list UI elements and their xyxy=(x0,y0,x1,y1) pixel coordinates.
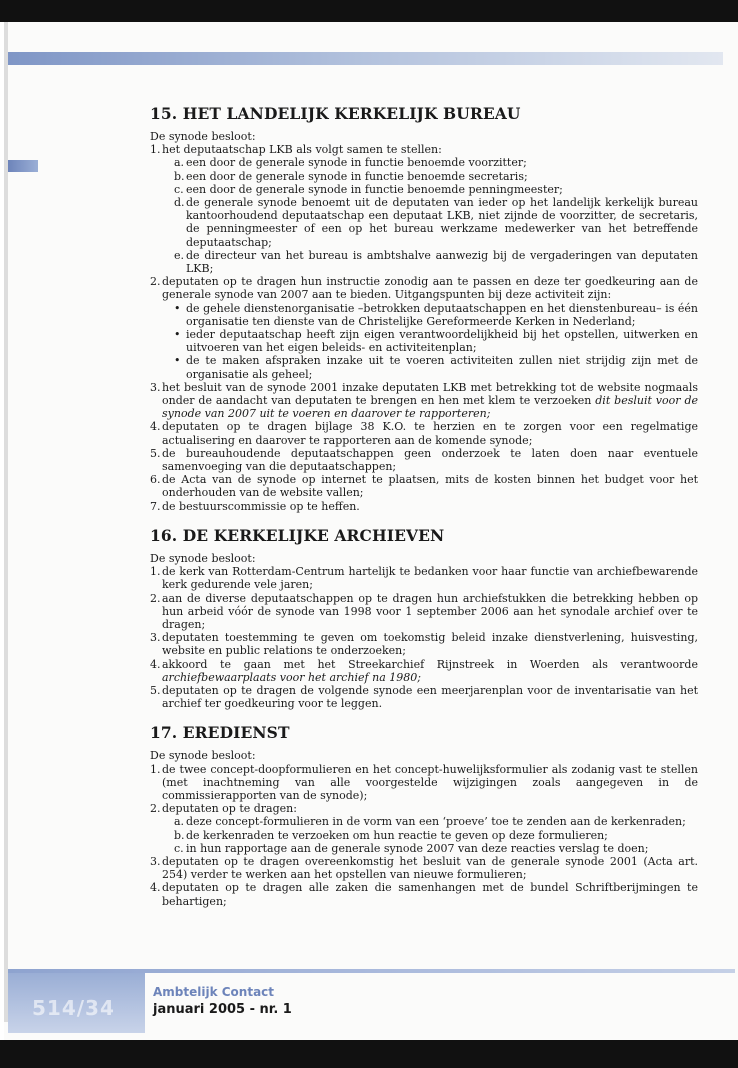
item-number: 3. xyxy=(150,854,161,868)
sub-item-marker: • xyxy=(174,354,181,368)
decision-item xyxy=(150,275,698,381)
sub-item xyxy=(162,302,698,328)
item-text: het besluit van de synode 2001 inzake deputaten LKB met betrekking tot de website nogmaals onder de aandacht van deputaten te brengen en hen met klem te verzoeken xyxy=(162,380,698,408)
item-text: deputaten op te dragen: xyxy=(162,802,297,816)
item-number: 4. xyxy=(150,657,161,671)
sub-list xyxy=(162,156,698,275)
item-number: 3. xyxy=(150,631,161,645)
decision-item xyxy=(150,631,698,657)
decision-item xyxy=(150,684,698,710)
sub-item-text: ieder deputaatschap heeft zijn eigen verantwoordelijkheid bij het opstellen, uitwerken en uitvoeren van het eigen beleids- en activiteitenplan; xyxy=(186,328,698,355)
sub-item xyxy=(162,249,698,275)
item-number: 6. xyxy=(150,473,161,487)
sub-item-text: een door de generale synode in functie benoemde penningmeester; xyxy=(186,182,563,196)
section-intro: De synode besloot: xyxy=(150,551,256,565)
sub-list xyxy=(162,815,698,855)
item-text: deputaten op te dragen de volgende synode een meerjarenplan voor de inventarisatie van het archief ter goedkeuring voor te leggen. xyxy=(162,683,698,711)
decision-item xyxy=(150,381,698,421)
item-number: 3. xyxy=(150,380,161,394)
margin-marker xyxy=(8,160,38,172)
item-number: 1. xyxy=(150,143,161,157)
decision-item xyxy=(150,447,698,473)
item-text: aan de diverse deputaatschappen op te dragen hun archiefstukken die betrekking hebben op hun arbeid vóór de synode van 1998 voor 1 september 2006 aan het synodale archief over te dragen; xyxy=(162,591,698,631)
item-number: 4. xyxy=(150,420,161,434)
sub-item-text: een door de generale synode in functie benoemde voorzitter; xyxy=(186,156,527,170)
item-text: deputaten toestemming te geven om toekomstig beleid inzake dienstverlening, huisvesting, website en public relations te onderzoeken; xyxy=(162,631,698,658)
decision-item xyxy=(150,592,698,632)
sub-item-marker: c. xyxy=(174,182,184,196)
section-heading: 17. EREDIENST xyxy=(150,723,290,743)
sub-item-text: de generale synode benoemt uit de deputaten van ieder op het landelijk kerkelijk bureau kantoorhoudend deputaatschap een deputaat LKB, niet zijnde de voorzitter, de secretaris, de penningmeester of een op het bureau werkzame medewerker van het betreffende deputaatschap; xyxy=(186,196,698,249)
decision-list xyxy=(150,565,698,710)
section-heading: 16. DE KERKELIJKE ARCHIEVEN xyxy=(150,525,445,545)
item-number: 2. xyxy=(150,275,161,289)
decision-item xyxy=(150,565,698,591)
decision-item xyxy=(150,473,698,499)
item-number: 5. xyxy=(150,683,161,697)
item-text: deputaten op te dragen hun instructie zonodig aan te passen en deze ter goedkeuring aan de generale synode van 2007 aan te bieden. Uitgangspunten bij deze activiteit zijn: xyxy=(162,275,698,302)
sub-item-text: de directeur van het bureau is ambtshalve aanwezig bij de vergaderingen van deputaten LKB; xyxy=(186,248,698,276)
item-number: 2. xyxy=(150,802,161,816)
sub-list xyxy=(162,302,698,381)
decision-item xyxy=(150,802,698,855)
item-number: 5. xyxy=(150,446,161,460)
section xyxy=(150,723,698,907)
sub-item-marker: b. xyxy=(174,828,185,842)
decision-item xyxy=(150,881,698,907)
decision-list xyxy=(150,763,698,908)
header-banner xyxy=(8,52,723,65)
section-intro: De synode besloot: xyxy=(150,749,256,763)
sub-item xyxy=(162,183,698,196)
sub-item xyxy=(162,829,698,842)
item-number: 7. xyxy=(150,499,161,513)
sub-item xyxy=(162,354,698,380)
sub-item xyxy=(162,196,698,249)
item-text-italic: dit besluit voor de synode van 2007 uit te voeren en daarover te rapporteren; xyxy=(162,394,698,421)
sub-item-text: een door de generale synode in functie benoemde secretaris; xyxy=(186,169,528,183)
sub-item-text: in hun rapportage aan de generale synode 2007 van deze reacties verslag te doen; xyxy=(186,841,649,855)
item-number: 1. xyxy=(150,565,161,579)
sub-item-text: de te maken afspraken inzake uit te voeren activiteiten zullen niet strijdig zijn met de organisatie als geheel; xyxy=(186,354,698,381)
sub-item-marker: a. xyxy=(174,815,185,829)
sub-item xyxy=(162,842,698,855)
decision-item xyxy=(150,658,698,684)
sub-item xyxy=(162,156,698,169)
sub-item-text: de kerkenraden te verzoeken om hun reactie te geven op deze formulieren; xyxy=(186,828,608,842)
item-number: 1. xyxy=(150,762,161,776)
sub-item-marker: a. xyxy=(174,156,185,170)
item-text: deputaten op te dragen alle zaken die samenhangen met de bundel Schriftberijmingen te behartigen; xyxy=(162,881,698,908)
sub-item-text: deze concept-formulieren in de vorm van een ‘proeve’ toe te zenden aan de kerkenraden; xyxy=(186,815,686,829)
section xyxy=(150,526,698,710)
sub-item xyxy=(162,328,698,354)
item-number: 4. xyxy=(150,881,161,895)
item-text: deputaten op te dragen bijlage 38 K.O. te herzien en te zorgen voor een regelmatige actualisering en daarover te rapporteren aan de komende synode; xyxy=(162,420,698,447)
sub-item-marker: • xyxy=(174,301,181,315)
decision-list xyxy=(150,143,698,513)
sub-item-marker: d. xyxy=(174,196,185,210)
item-text: de kerk van Rotterdam-Centrum hartelijk te bedanken voor haar functie van archiefbewarende kerk gedurende vele jaren; xyxy=(162,565,698,592)
sub-item-marker: b. xyxy=(174,169,185,183)
publication-name: Ambtelijk Contact xyxy=(153,985,275,999)
item-text: de Acta van de synode op internet te plaatsen, mits de kosten binnen het budget voor het onderhouden van de website vallen; xyxy=(162,473,698,500)
issue-date: januari 2005 - nr. 1 xyxy=(153,1002,292,1017)
decision-item xyxy=(150,500,698,513)
item-text: de bureauhoudende deputaatschappen geen onderzoek te laten doen naar eventuele samenvoeging van die deputaatschappen; xyxy=(162,446,698,474)
sub-item-text: de gehele dienstenorganisatie –betrokken deputaatschappen en het dienstenbureau– is één organisatie ten dienste van de Christelijke Gereformeerde Kerken in Nederland; xyxy=(186,301,698,328)
sub-item-marker: • xyxy=(174,328,181,342)
section-heading: 15. HET LANDELIJK KERKELIJK BUREAU xyxy=(150,104,521,123)
item-text: akkoord te gaan met het Streekarchief Rijnstreek in Woerden als verantwoorde xyxy=(162,657,698,671)
item-text-italic: archiefbewaarplaats voor het archief na 1980; xyxy=(162,670,421,684)
sub-item xyxy=(162,170,698,183)
decision-item xyxy=(150,420,698,446)
item-text: de bestuurscommissie op te heffen. xyxy=(162,499,360,513)
scan-top-border xyxy=(0,0,738,22)
document-body xyxy=(150,104,698,921)
scan-bottom-border xyxy=(0,1040,738,1068)
page-left-edge xyxy=(4,22,8,1022)
decision-item xyxy=(150,763,698,803)
item-text: het deputaatschap LKB als volgt samen te stellen: xyxy=(162,143,442,157)
item-text: deputaten op te dragen overeenkomstig het besluit van de generale synode 2001 (Acta art. 254) verder te werken aan het opstellen van nieuwe formulieren; xyxy=(162,854,698,882)
sub-item-marker: e. xyxy=(174,248,185,262)
decision-item xyxy=(150,143,698,275)
item-number: 2. xyxy=(150,591,161,605)
page-number: 514/34 xyxy=(32,996,115,1020)
sub-item-marker: c. xyxy=(174,841,184,855)
section xyxy=(150,104,698,513)
decision-item xyxy=(150,855,698,881)
sub-item xyxy=(162,815,698,828)
item-text: de twee concept-doopformulieren en het concept-huwelijksformulier als zodanig vast te stellen (met inachtneming van alle voorgestelde wijzigingen zoals aangegeven in de commissierapporten van de synode); xyxy=(162,762,698,802)
section-intro: De synode besloot: xyxy=(150,130,256,143)
